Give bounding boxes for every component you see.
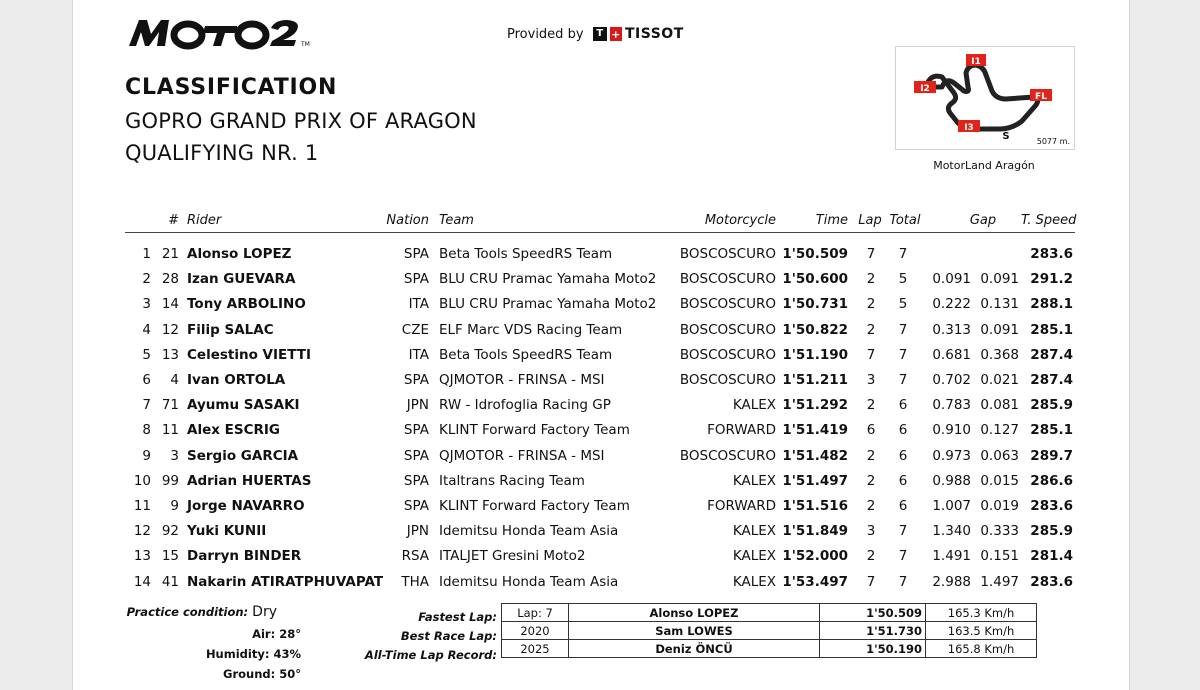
row-total: 5 xyxy=(898,271,908,288)
row-nation: SPA xyxy=(403,372,429,388)
fastest-lap-label: Fastest Lap: xyxy=(418,610,497,624)
row-speed: 288.1 xyxy=(1030,296,1073,313)
row-lap: 7 xyxy=(866,346,876,363)
record-row xyxy=(502,604,1037,622)
practice-condition xyxy=(97,604,277,620)
row-number: 41 xyxy=(161,573,179,590)
row-gap-prev: 0.333 xyxy=(980,523,1019,540)
col-time: Time xyxy=(815,213,848,228)
row-nation: ITA xyxy=(408,296,429,313)
row-team: ITALJET Gresini Moto2 xyxy=(439,548,586,565)
row-speed: 283.6 xyxy=(1030,498,1073,514)
row-gap-prev: 0.019 xyxy=(980,498,1019,514)
row-motorcycle: KALEX xyxy=(732,573,776,590)
row-gap-prev: 0.063 xyxy=(980,447,1019,464)
table-row xyxy=(125,293,1075,318)
row-number: 99 xyxy=(161,472,179,489)
provided-by-label: Provided by xyxy=(507,27,584,42)
row-team: ELF Marc VDS Racing Team xyxy=(439,321,623,338)
row-position: 12 xyxy=(133,523,151,540)
row-total: 7 xyxy=(898,548,908,565)
row-total: 7 xyxy=(898,573,908,590)
row-rider: Alex ESCRIG xyxy=(187,422,280,439)
row-team: BLU CRU Pramac Yamaha Moto2 xyxy=(439,271,657,288)
record-rider: Sam LOWES xyxy=(569,622,820,640)
table-row xyxy=(125,268,1075,293)
row-total: 6 xyxy=(898,498,908,514)
row-motorcycle: BOSCOSCURO xyxy=(679,447,776,464)
humidity xyxy=(121,647,301,661)
marker-i2 xyxy=(914,81,936,94)
row-total: 6 xyxy=(898,472,908,489)
row-gap: 0.988 xyxy=(932,472,971,489)
row-nation: SPA xyxy=(403,447,429,464)
record-row xyxy=(502,622,1037,640)
col-speed: T. Speed xyxy=(1021,213,1077,228)
table-row xyxy=(125,545,1075,570)
row-motorcycle: KALEX xyxy=(732,472,776,489)
row-lap: 2 xyxy=(866,397,876,414)
row-gap-prev: 0.091 xyxy=(980,321,1019,338)
row-gap: 0.681 xyxy=(932,346,971,363)
row-motorcycle: FORWARD xyxy=(707,422,776,439)
row-lap: 2 xyxy=(866,447,876,464)
row-nation: JPN xyxy=(406,397,429,414)
practice-condition-label: Practice condition: xyxy=(126,605,249,619)
marker-i3 xyxy=(958,120,980,133)
row-speed: 289.7 xyxy=(1030,447,1073,464)
records-table xyxy=(501,603,1037,658)
row-lap: 2 xyxy=(866,296,876,313)
row-position: 10 xyxy=(133,472,151,489)
row-speed: 285.1 xyxy=(1030,321,1073,338)
row-motorcycle: BOSCOSCURO xyxy=(679,296,776,313)
track-name: MotorLand Aragón xyxy=(933,159,1035,172)
best-race-lap-label: Best Race Lap: xyxy=(400,629,497,643)
record-row xyxy=(502,640,1037,658)
row-total: 6 xyxy=(898,422,908,439)
row-rider: Darryn BINDER xyxy=(187,548,302,565)
row-lap: 3 xyxy=(866,523,876,540)
session-name: QUALIFYING NR. 1 xyxy=(125,141,319,165)
col-nation: Nation xyxy=(386,213,429,228)
humidity-label: Humidity: xyxy=(205,647,270,661)
record-time: 1'51.730 xyxy=(820,622,926,640)
row-total: 6 xyxy=(898,447,908,464)
row-gap-prev: 0.368 xyxy=(980,346,1019,363)
row-lap: 2 xyxy=(866,321,876,338)
row-gap-prev: 0.131 xyxy=(980,296,1019,313)
ground-value: 50° xyxy=(279,667,301,681)
row-motorcycle: BOSCOSCURO xyxy=(679,346,776,363)
row-gap: 1.340 xyxy=(932,523,971,540)
row-number: 15 xyxy=(161,548,179,565)
row-position: 7 xyxy=(142,397,151,414)
swiss-cross-icon: + xyxy=(611,27,621,41)
row-total: 7 xyxy=(898,523,908,540)
row-team: QJMOTOR - FRINSA - MSI xyxy=(439,372,605,388)
row-gap-prev: 0.021 xyxy=(980,372,1019,388)
row-team: Beta Tools SpeedRS Team xyxy=(439,346,613,363)
row-position: 6 xyxy=(142,372,151,388)
row-nation: SPA xyxy=(403,498,429,514)
row-team: Idemitsu Honda Team Asia xyxy=(439,573,619,590)
record-speed: 165.3 Km/h xyxy=(926,604,1037,622)
record-time: 1'50.190 xyxy=(820,640,926,658)
row-number: 71 xyxy=(161,397,179,414)
marker-s: S xyxy=(1002,131,1010,142)
row-gap-prev: 0.091 xyxy=(980,271,1019,288)
row-position: 2 xyxy=(142,271,151,288)
row-rider: Izan GUEVARA xyxy=(187,271,296,288)
table-row xyxy=(125,243,1075,268)
air-temp xyxy=(121,627,301,641)
row-position: 9 xyxy=(142,447,151,464)
row-motorcycle: KALEX xyxy=(732,548,776,565)
row-time: 1'50.822 xyxy=(782,321,848,338)
tissot-logo xyxy=(593,26,684,42)
col-total: Total xyxy=(889,213,921,228)
sponsor-name: TISSOT xyxy=(625,26,684,42)
row-position: 4 xyxy=(142,321,151,338)
table-row xyxy=(125,394,1075,419)
row-nation: RSA xyxy=(401,548,429,565)
row-total: 7 xyxy=(898,346,908,363)
row-rider: Celestino VIETTI xyxy=(187,346,311,363)
row-position: 5 xyxy=(142,346,151,363)
row-position: 13 xyxy=(133,548,151,565)
row-rider: Filip SALAC xyxy=(187,321,274,338)
row-rider: Ayumu SASAKI xyxy=(187,397,300,414)
row-position: 11 xyxy=(133,498,151,514)
page-title: CLASSIFICATION xyxy=(125,75,338,100)
row-number: 3 xyxy=(170,447,179,464)
row-number: 9 xyxy=(170,498,179,514)
row-lap: 7 xyxy=(866,573,876,590)
row-lap: 6 xyxy=(866,422,876,439)
record-lap: 2020 xyxy=(502,622,569,640)
col-gap: Gap xyxy=(969,213,997,228)
row-lap: 7 xyxy=(866,246,876,262)
row-team: Beta Tools SpeedRS Team xyxy=(439,246,613,262)
row-speed: 291.2 xyxy=(1030,271,1073,288)
row-gap: 0.910 xyxy=(932,422,971,439)
col-num: # xyxy=(168,213,179,228)
row-rider: Nakarin ATIRATPHUVAPAT xyxy=(187,573,384,590)
row-nation: ITA xyxy=(408,346,429,363)
row-motorcycle: KALEX xyxy=(732,397,776,414)
ground-temp xyxy=(121,667,301,681)
row-nation: CZE xyxy=(401,321,429,338)
col-team: Team xyxy=(439,213,474,228)
row-speed: 285.1 xyxy=(1030,422,1073,439)
row-motorcycle: BOSCOSCURO xyxy=(679,246,776,262)
air-label: Air: xyxy=(252,627,276,641)
humidity-value: 43% xyxy=(273,647,301,661)
row-number: 28 xyxy=(161,271,179,288)
row-number: 13 xyxy=(161,346,179,363)
lap-record-label: All-Time Lap Record: xyxy=(364,648,497,662)
record-rider: Alonso LOPEZ xyxy=(569,604,820,622)
record-lap: Lap: 7 xyxy=(502,604,569,622)
moto2-logo xyxy=(125,12,325,52)
col-motorcycle: Motorcycle xyxy=(704,213,776,228)
row-lap: 2 xyxy=(866,548,876,565)
row-total: 7 xyxy=(898,246,908,262)
row-position: 8 xyxy=(142,422,151,439)
row-speed: 287.4 xyxy=(1030,372,1073,388)
col-lap: Lap xyxy=(858,213,882,228)
row-number: 12 xyxy=(161,321,179,338)
table-header xyxy=(125,210,1075,233)
col-rider: Rider xyxy=(187,213,222,228)
row-motorcycle: FORWARD xyxy=(707,498,776,514)
track-outline xyxy=(926,65,1038,129)
row-lap: 3 xyxy=(866,372,876,388)
row-time: 1'51.516 xyxy=(782,498,848,514)
svg-text:I2: I2 xyxy=(920,84,930,94)
row-number: 21 xyxy=(161,246,179,262)
results-page xyxy=(72,0,1130,690)
row-lap: 2 xyxy=(866,271,876,288)
air-value: 28° xyxy=(279,627,301,641)
table-row xyxy=(125,445,1075,470)
table-row xyxy=(125,495,1075,520)
row-team: QJMOTOR - FRINSA - MSI xyxy=(439,447,605,464)
row-motorcycle: KALEX xyxy=(732,523,776,540)
row-nation: SPA xyxy=(403,246,429,262)
row-team: Idemitsu Honda Team Asia xyxy=(439,523,619,540)
row-rider: Sergio GARCIA xyxy=(187,447,299,464)
row-time: 1'50.731 xyxy=(782,296,848,313)
row-gap: 0.313 xyxy=(932,321,971,338)
row-team: KLINT Forward Factory Team xyxy=(439,498,630,514)
table-row xyxy=(125,520,1075,545)
svg-text:I3: I3 xyxy=(964,123,974,133)
row-rider: Tony ARBOLINO xyxy=(187,296,306,313)
record-time: 1'50.509 xyxy=(820,604,926,622)
row-gap: 0.222 xyxy=(932,296,971,313)
row-team: BLU CRU Pramac Yamaha Moto2 xyxy=(439,296,657,313)
row-gap-prev: 0.151 xyxy=(980,548,1019,565)
row-rider: Yuki KUNII xyxy=(187,523,267,540)
row-speed: 285.9 xyxy=(1030,397,1073,414)
row-speed: 286.6 xyxy=(1030,472,1073,489)
row-time: 1'52.000 xyxy=(782,548,848,565)
row-speed: 287.4 xyxy=(1030,346,1073,363)
svg-text:TM: TM xyxy=(301,41,310,48)
row-lap: 2 xyxy=(866,472,876,489)
table-row xyxy=(125,344,1075,369)
svg-text:FL: FL xyxy=(1035,92,1047,102)
svg-text:I1: I1 xyxy=(971,57,981,67)
row-position: 1 xyxy=(142,246,151,262)
table-row xyxy=(125,470,1075,495)
row-gap: 2.988 xyxy=(932,573,971,590)
record-speed: 163.5 Km/h xyxy=(926,622,1037,640)
row-rider: Ivan ORTOLA xyxy=(187,372,286,388)
row-speed: 283.6 xyxy=(1030,246,1073,262)
row-gap: 0.783 xyxy=(932,397,971,414)
marker-fl xyxy=(1030,89,1052,102)
row-speed: 281.4 xyxy=(1030,548,1073,565)
table-row xyxy=(125,369,1075,394)
row-time: 1'51.419 xyxy=(782,422,848,439)
row-nation: SPA xyxy=(403,472,429,489)
row-time: 1'51.497 xyxy=(782,472,848,489)
track-map xyxy=(895,46,1075,150)
row-time: 1'51.211 xyxy=(782,372,848,388)
row-lap: 2 xyxy=(866,498,876,514)
row-time: 1'50.509 xyxy=(782,246,848,262)
row-total: 5 xyxy=(898,296,908,313)
row-time: 1'51.482 xyxy=(782,447,848,464)
row-nation: SPA xyxy=(403,271,429,288)
row-position: 3 xyxy=(142,296,151,313)
event-name: GOPRO GRAND PRIX OF ARAGON xyxy=(125,109,477,133)
row-time: 1'51.190 xyxy=(782,346,848,363)
row-team: RW - Idrofoglia Racing GP xyxy=(439,397,611,414)
record-speed: 165.8 Km/h xyxy=(926,640,1037,658)
row-motorcycle: BOSCOSCURO xyxy=(679,321,776,338)
row-total: 7 xyxy=(898,321,908,338)
row-speed: 283.6 xyxy=(1030,573,1073,590)
row-rider: Adrian HUERTAS xyxy=(187,472,312,489)
row-gap-prev: 0.127 xyxy=(980,422,1019,439)
row-gap: 0.973 xyxy=(932,447,971,464)
row-number: 11 xyxy=(161,422,179,439)
tissot-t-icon: T xyxy=(593,27,607,41)
row-gap: 1.491 xyxy=(932,548,971,565)
table-row xyxy=(125,571,1075,596)
row-rider: Alonso LOPEZ xyxy=(187,246,292,262)
row-motorcycle: BOSCOSCURO xyxy=(679,372,776,388)
ground-label: Ground: xyxy=(223,667,276,681)
row-team: Italtrans Racing Team xyxy=(439,472,585,489)
practice-condition-value: Dry xyxy=(252,604,277,620)
row-time: 1'50.600 xyxy=(782,271,848,288)
row-gap: 1.007 xyxy=(932,498,971,514)
row-motorcycle: BOSCOSCURO xyxy=(679,271,776,288)
row-time: 1'51.849 xyxy=(782,523,848,540)
table-row xyxy=(125,319,1075,344)
track-length: 5077 m. xyxy=(1036,137,1070,146)
row-speed: 285.9 xyxy=(1030,523,1073,540)
record-rider: Deniz ÖNCÜ xyxy=(569,640,820,658)
row-rider: Jorge NAVARRO xyxy=(187,498,305,514)
row-gap-prev: 0.015 xyxy=(980,472,1019,489)
row-number: 92 xyxy=(161,523,179,540)
row-gap-prev: 1.497 xyxy=(980,573,1019,590)
row-gap-prev: 0.081 xyxy=(980,397,1019,414)
row-number: 14 xyxy=(161,296,179,313)
row-time: 1'53.497 xyxy=(782,573,848,590)
marker-i1 xyxy=(966,54,986,67)
row-team: KLINT Forward Factory Team xyxy=(439,422,630,439)
row-nation: THA xyxy=(401,573,429,590)
record-lap: 2025 xyxy=(502,640,569,658)
table-row xyxy=(125,419,1075,444)
row-time: 1'51.292 xyxy=(782,397,848,414)
row-position: 14 xyxy=(133,573,151,590)
row-number: 4 xyxy=(170,372,179,388)
row-gap: 0.702 xyxy=(932,372,971,388)
row-gap: 0.091 xyxy=(932,271,971,288)
row-nation: JPN xyxy=(406,523,429,540)
row-total: 6 xyxy=(898,397,908,414)
row-total: 7 xyxy=(898,372,908,388)
row-nation: SPA xyxy=(403,422,429,439)
